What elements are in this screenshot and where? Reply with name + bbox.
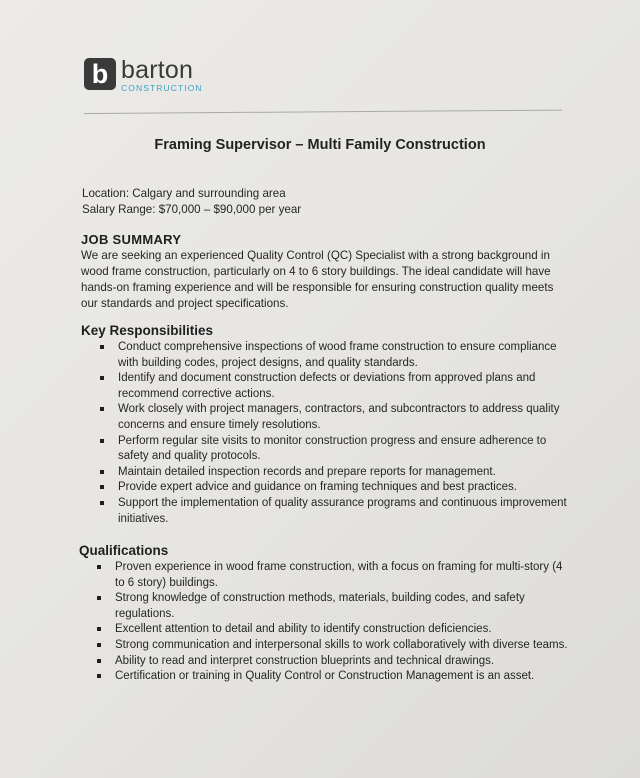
logo-text (121, 58, 203, 93)
list-item: Strong communication and interpersonal skills to work collaboratively with diverse teams. (97, 638, 572, 654)
bullet-icon (100, 485, 104, 489)
logo-subtitle: CONSTRUCTION (121, 83, 203, 93)
summary-text: We are seeking an experienced Quality Control (QC) Specialist with a strong background in wood frame construction, particularly on 4 to 6 story buildings. The ideal candidate will have hands-on framing experience and will be responsible for ensuring construction quality meets our standards and project specifications. (81, 249, 554, 310)
qualifications-heading: Qualifications (79, 543, 169, 558)
list-item: Identify and document construction defects or deviations from approved plans and recommend corrective actions. (100, 371, 570, 402)
salary-line: Salary Range: $70,000 – $90,000 per year (82, 203, 302, 216)
list-item: Conduct comprehensive inspections of wood frame construction to ensure compliance with building codes, project designs, and quality standards. (100, 340, 570, 371)
list-item: Perform regular site visits to monitor construction progress and ensure adherence to safety and quality protocols. (100, 434, 570, 465)
list-item: Excellent attention to detail and ability to identify construction deficiencies. (97, 622, 572, 638)
header-divider (84, 110, 562, 114)
qualifications-list (97, 560, 572, 685)
responsibilities-list (100, 340, 570, 527)
location-line: Location: Calgary and surrounding area (82, 187, 286, 200)
list-item: Maintain detailed inspection records and prepare reports for management. (100, 465, 570, 481)
list-item: Strong knowledge of construction methods, materials, building codes, and safety regulations. (97, 591, 572, 622)
bullet-icon (100, 501, 104, 505)
bullet-icon (97, 565, 101, 569)
responsibilities-heading: Key Responsibilities (81, 323, 214, 338)
logo-mark: b (84, 58, 116, 90)
list-item: Support the implementation of quality assurance programs and continuous improvement initiatives. (100, 496, 570, 527)
bullet-icon (100, 439, 104, 443)
bullet-icon (100, 345, 104, 349)
bullet-icon (97, 627, 101, 631)
logo-name: barton (121, 56, 194, 84)
list-item: Provide expert advice and guidance on framing techniques and best practices. (100, 480, 570, 496)
list-item: Work closely with project managers, contractors, and subcontractors to address quality concerns and ensure timely resolutions. (100, 402, 570, 433)
bullet-icon (97, 643, 101, 647)
bullet-icon (100, 376, 104, 380)
bullet-icon (97, 674, 101, 678)
bullet-icon (100, 470, 104, 474)
bullet-icon (97, 659, 101, 663)
list-item: Proven experience in wood frame construction, with a focus on framing for multi-story (4 to 6 story) buildings. (97, 560, 572, 591)
bullet-icon (97, 596, 101, 600)
bullet-icon (100, 407, 104, 411)
job-title: Framing Supervisor – Multi Family Construction (154, 137, 486, 153)
job-meta (82, 186, 301, 218)
summary-heading: JOB SUMMARY (81, 232, 182, 247)
list-item: Ability to read and interpret construction blueprints and technical drawings. (97, 654, 572, 670)
company-logo (84, 58, 203, 93)
list-item: Certification or training in Quality Control or Construction Management is an asset. (97, 669, 572, 685)
